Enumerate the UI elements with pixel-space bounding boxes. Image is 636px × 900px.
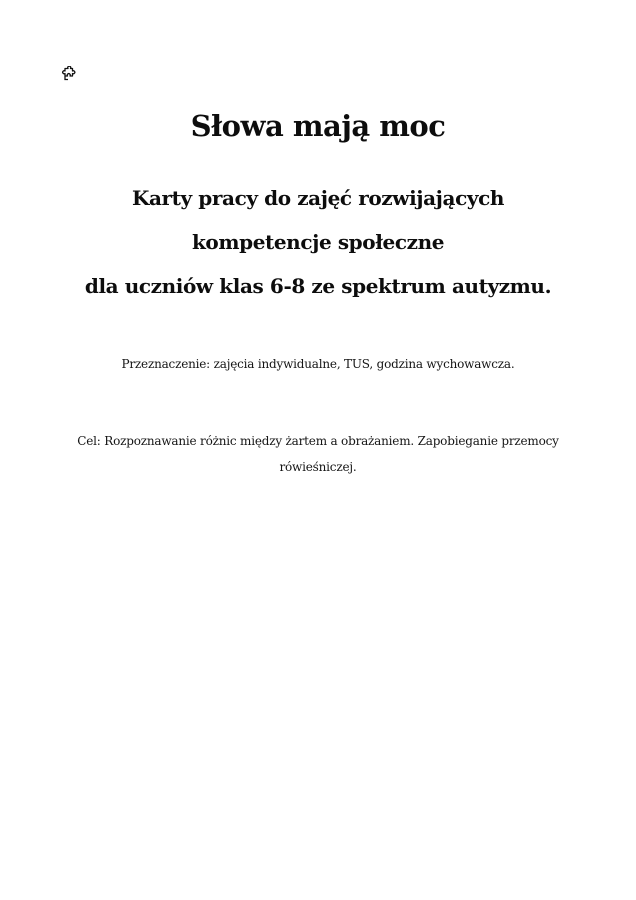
subtitle <box>0 176 636 308</box>
purpose-text: Przeznaczenie: zajęcia indywidualne, TUS, godzina wychowawcza. <box>121 357 515 371</box>
subtitle-line: dla uczniów klas 6-8 ze spektrum autyzmu. <box>84 274 552 298</box>
page-title: Słowa mają moc <box>190 109 446 143</box>
subtitle-line: kompetencje społeczne <box>191 230 445 254</box>
subtitle-line: Karty pracy do zajęć rozwijających <box>131 186 504 210</box>
goal-text: Cel: Rozpoznawanie różnic między żartem a obrażaniem. Zapobieganie przemocy rówieśniczej. <box>77 434 559 474</box>
puzzle-piece-icon <box>61 66 77 82</box>
